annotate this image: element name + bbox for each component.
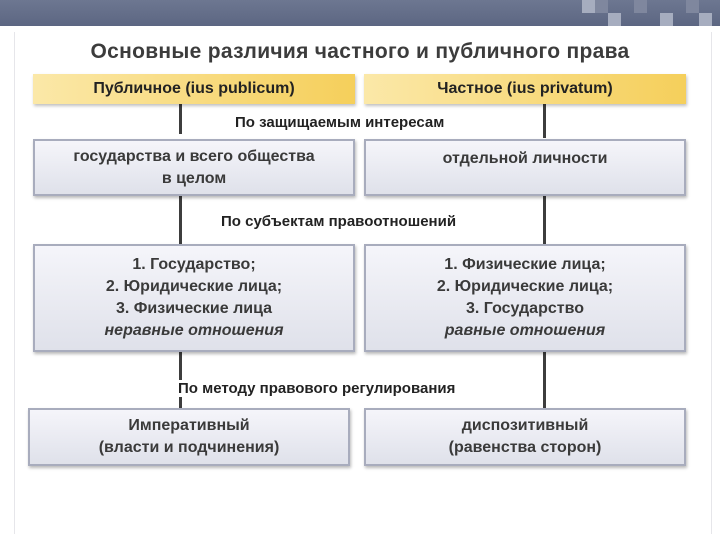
box-line: в целом <box>161 169 227 187</box>
banner-square <box>699 13 712 26</box>
relation-note: неравные отношения <box>104 322 284 339</box>
criterion-method: По методу правового регулирования <box>175 380 458 397</box>
private-interests-box <box>364 139 686 196</box>
public-method-box <box>28 408 350 466</box>
column-header-private: Частное (ius privatum) <box>364 74 686 104</box>
slide-title: Основные различия частного и публичного права <box>90 40 630 63</box>
connector-left-1 <box>179 104 182 134</box>
banner-square <box>686 0 699 13</box>
box-line: 1. Государство; <box>132 256 256 273</box>
top-banner <box>0 0 720 26</box>
connector-right-3 <box>543 352 546 408</box>
box-line: 1. Физические лица; <box>444 256 606 273</box>
public-subjects-box <box>33 244 355 352</box>
criterion-subjects: По субъектам правоотношений <box>218 213 459 230</box>
box-line: Императивный <box>128 417 250 434</box>
box-line: (равенства сторон) <box>448 439 602 456</box>
criterion-interests: По защищаемым интересам <box>232 114 447 131</box>
box-line: 3. Физические лица <box>115 300 273 317</box>
column-header-public: Публичное (ius publicum) <box>33 74 355 104</box>
box-line: диспозитивный <box>461 417 589 434</box>
private-method-box <box>364 408 686 466</box>
box-line: отдельной личности <box>442 150 608 167</box>
banner-square <box>608 13 621 26</box>
connector-right-1 <box>543 104 546 138</box>
box-line: государства и всего общества <box>73 147 315 165</box>
relation-note: равные отношения <box>444 322 606 339</box>
box-line: 2. Юридические лица; <box>436 278 614 295</box>
banner-square <box>660 13 673 26</box>
banner-square <box>595 0 608 13</box>
banner-square <box>634 0 647 13</box>
public-interests-box <box>33 139 355 196</box>
box-line: 2. Юридические лица; <box>105 278 283 295</box>
banner-square <box>582 0 595 13</box>
private-subjects-box <box>364 244 686 352</box>
box-line: (власти и подчинения) <box>98 439 280 456</box>
box-line: 3. Государство <box>466 300 584 317</box>
connector-left-2 <box>179 196 182 244</box>
connector-right-2 <box>543 196 546 244</box>
